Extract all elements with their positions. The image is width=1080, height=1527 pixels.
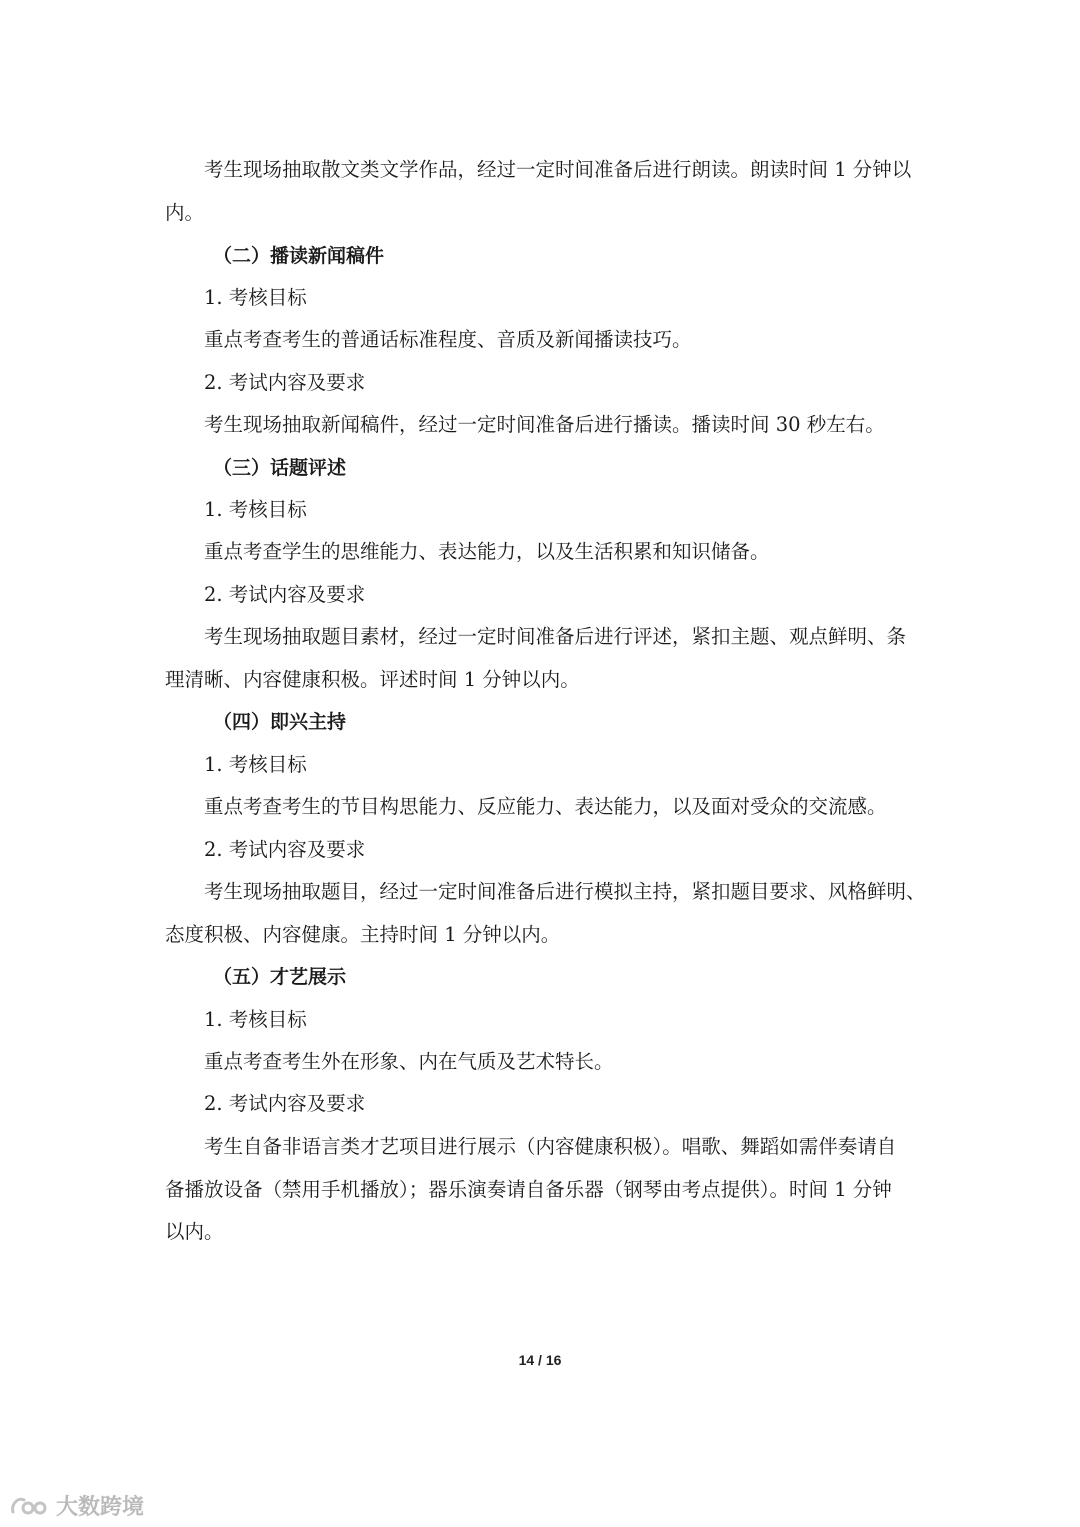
watermark-text: 大数跨境 [56,1495,145,1520]
subsection-label: 1. 考核目标 [204,753,307,776]
paragraph-line: 考生自备非语言类才艺项目进行展示（内容健康积极）。唱歌、舞蹈如需伴奏请自 [204,1135,897,1158]
subsection-label: 2. 考试内容及要求 [204,371,366,394]
section-heading: （三）话题评述 [213,457,347,479]
paragraph-line: 重点考查考生外在形象、内在气质及艺术特长。 [204,1050,614,1073]
section-heading: （二）播读新闻稿件 [213,245,385,267]
watermark-logo-icon [10,1494,50,1518]
subsection-label: 1. 考核目标 [204,1008,307,1031]
paragraph-line: 考生现场抽取题目素材，经过一定时间准备后进行评述，紧扣主题、观点鲜明、条 [204,625,907,648]
paragraph-line: 态度积极、内容健康。主持时间 1 分钟以内。 [165,923,561,946]
paragraph-line: 内。 [165,201,205,224]
section-heading: （四）即兴主持 [213,711,347,733]
subsection-label: 1. 考核目标 [204,286,307,309]
paragraph-line: 考生现场抽取题目，经过一定时间准备后进行模拟主持，紧扣题目要求、风格鲜明、 [204,880,926,903]
paragraph-line: 考生现场抽取散文类文学作品，经过一定时间准备后进行朗读。朗读时间 1 分钟以 [204,158,912,181]
subsection-label: 1. 考核目标 [204,498,307,521]
subsection-label: 2. 考试内容及要求 [204,838,366,861]
section-heading: （五）才艺展示 [213,966,347,988]
page-number: 14 / 16 [518,1352,562,1368]
subsection-label: 2. 考试内容及要求 [204,1092,366,1115]
paragraph-line: 考生现场抽取新闻稿件，经过一定时间准备后进行播读。播读时间 30 秒左右。 [204,413,885,436]
paragraph-line: 重点考查考生的节目构思能力、反应能力、表达能力，以及面对受众的交流感。 [204,795,887,818]
paragraph-line: 重点考查学生的思维能力、表达能力，以及生活积累和知识储备。 [204,540,770,563]
subsection-label: 2. 考试内容及要求 [204,583,366,606]
paragraph-line: 以内。 [165,1220,224,1243]
paragraph-line: 理清晰、内容健康积极。评述时间 1 分钟以内。 [165,668,580,691]
watermark [10,1490,144,1521]
paragraph-line: 重点考查考生的普通话标准程度、音质及新闻播读技巧。 [204,328,692,351]
paragraph-line: 备播放设备（禁用手机播放）；器乐演奏请自备乐器（钢琴由考点提供）。时间 1 分钟 [165,1178,892,1201]
